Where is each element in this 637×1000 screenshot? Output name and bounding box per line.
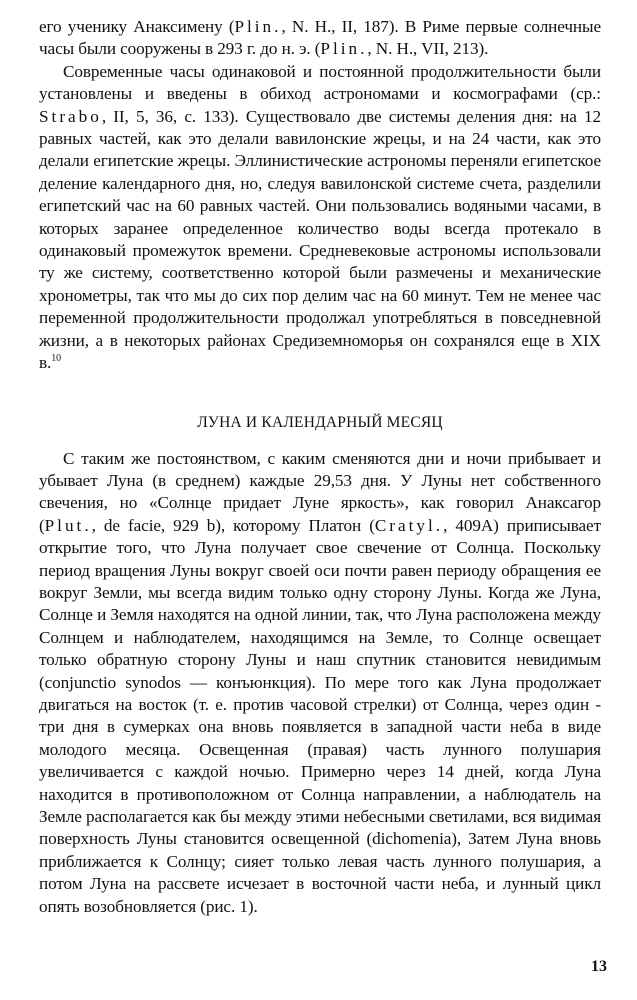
paragraph-1 [39,16,601,61]
paragraph-2 [39,61,601,375]
text-run: , N. H., II, 187). В Риме первые солнечные часы были сооружены в 293 г. до н. э. ( [39,17,601,59]
text-run: , 409A) приписывает открытие того, что Луна получает свое свечение от Солнца. Поскольку период вращения Луны вокруг своей оси почти равен периоду обращения ее вокруг Земли, мы всегда видим только одну сторону Луны. Когда же Луна, Солнце и Земля находятся на одной линии, так, что Луна расположена между Солнцем и наблюдателем, находящимся на Земле, то Солнце освещает только обратную сторону Луны и наш спутник становится невидимым (conjunctio synodos — конъюнкция). По мере того как Луна продолжает двигаться на восток (т. е. против часовой стрелки) от Солнца, через один - три дня в сумерках она вновь появляется в западной части неба в виде молодого месяца. Освещенная (правая) часть лунного полушария увеличивается с каждой ночью. Примерно через 14 дней, когда Луна находится в противоположном от Солнца направлении, а наблюдатель на Земле располагается как бы между этими небесными светилами, вся видимая поверхность Луны становится освещенной (dichomenia), Затем Луна вновь приближается к Солнцу; сияет только левая часть лунного полушария, а потом Луна на рассвете исчезает в восточной части неба, и лунный цикл опять возобновляется (рис. 1). [39,515,601,916]
text-run: Современные часы одинаковой и постоянной продолжительности были установлены и введены в обиход астрономами и космографами (ср.: [39,61,601,104]
citation-author: Plin. [320,39,368,59]
citation-author: Strabo [39,106,102,126]
page-number: 13 [591,958,607,975]
text-run: , N. H., VII, 213). [367,39,489,59]
citation-author: Plut. [44,515,92,535]
text-run: , de facie, 929 b), которому Платон ( [91,515,375,535]
citation-author: Cratyl. [374,515,444,535]
citation-author: Plin. [234,17,282,36]
section-heading: ЛУНА И КАЛЕНДАРНЫЙ МЕСЯЦ [197,413,443,431]
paragraph-3 [39,448,601,919]
footnote-ref: 10 [51,353,62,365]
text-run: , II, 5, 36, с. 133). Существовало две системы деления дня: на 12 равных частей, как это делали вавилонские жрецы, и на 24 части, как это делали египетские жрецы. Эллинистические астрономы переняли египетское деление календарного дня, но, следуя вавилонской системе счета, разделили египетский час на 60 равных частей. Они пользовались водяными часами, в которых заранее определенное количество воды всегда протекало в одинаковый промежуток времени. Средневековые астрономы использовали ту же систему, соответственно которой были размечены и механические хронометры, так что мы до сих пор делим час на 60 минут. Тем не менее час переменной продолжительности продолжал употребляться в повседневной жизни, а в некоторых районах Средиземноморья он сохранялся еще в XIX в. [39,106,601,373]
text-run: его ученику Анаксимену ( [39,17,235,36]
text-run: С таким же постоянством, с каким сменяются дни и ночи прибывает и убывает Луна (в среднем) каждые 29,53 дня. У Луны нет собственного свечения, но «Солнце придает Луне яркость», как говорил Анаксагор ( [39,448,601,535]
